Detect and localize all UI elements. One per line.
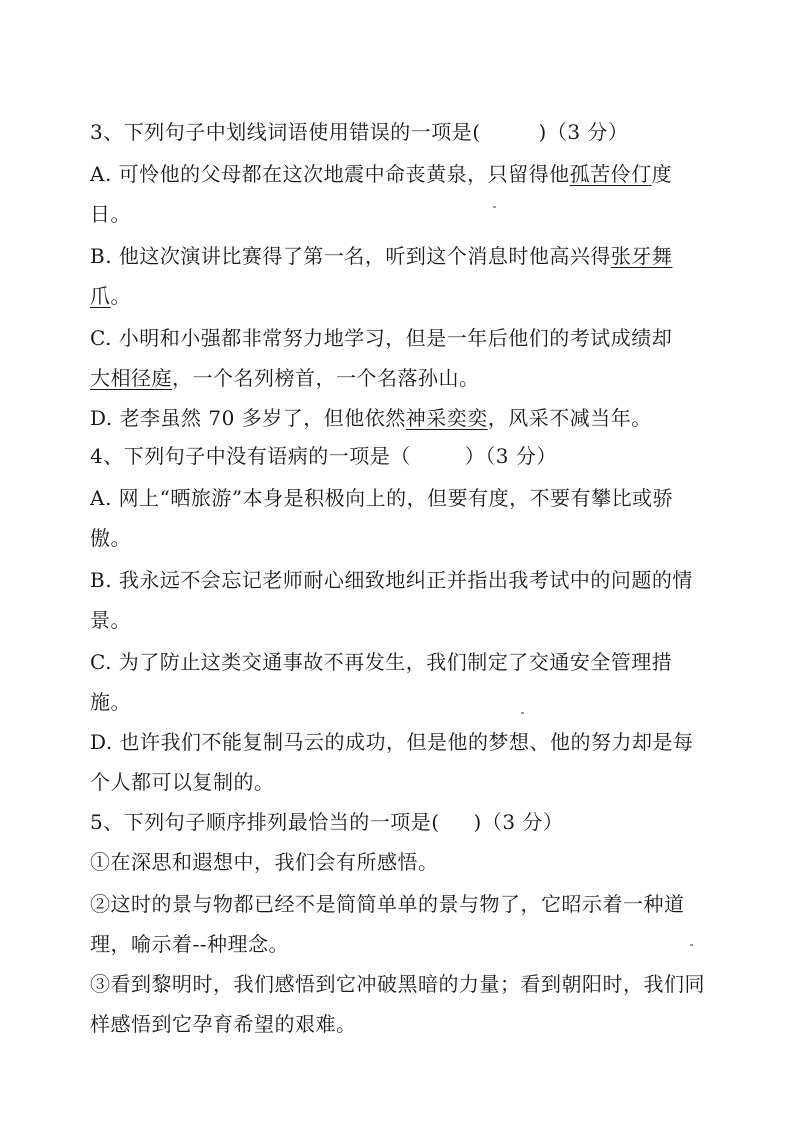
q5-stem bbox=[90, 808, 730, 836]
q5-sentence-1: ①在深思和遐想中，我们会有所感悟。 bbox=[90, 850, 439, 874]
q3-d-tail: ，风采不减当年。 bbox=[487, 406, 652, 430]
q5-sentence-2-line1: ②这时的景与物都已经不是简简单单的景与物了，它昭示着一种道 bbox=[90, 892, 685, 916]
q5-sentence-3-line2: 样感悟到它孕育希望的艰难。 bbox=[90, 1012, 357, 1036]
q3-option-c-line2 bbox=[90, 364, 730, 392]
q3-d-text: D. 老李虽然 70 多岁了，但他依然 bbox=[90, 406, 406, 430]
q3-option-a-line1 bbox=[90, 160, 730, 188]
q3-option-b-line1 bbox=[90, 242, 730, 270]
q4-score: ）（3 分） bbox=[464, 444, 557, 468]
q5-stem-text: 5、下列句子顺序排列最恰当的一项是( bbox=[90, 810, 440, 834]
q3-b-underlined-word: 张牙舞 bbox=[610, 244, 673, 268]
scan-speck bbox=[690, 944, 693, 946]
q3-b-text: B. 他这次演讲比赛得了第一名，听到这个消息时他高兴得 bbox=[90, 244, 611, 268]
q3-score: )（3 分） bbox=[538, 120, 629, 144]
q3-option-c-line1: C. 小明和小强都非常努力地学习，但是一年后他们的考试成绩却 bbox=[90, 326, 673, 350]
q3-a-underlined-word: 孤苦伶仃 bbox=[569, 162, 652, 186]
q4-option-c-line2: 施。 bbox=[90, 690, 131, 714]
q3-d-underlined-word: 神采奕奕 bbox=[405, 406, 488, 430]
q4-option-a-line1: A. 网上“晒旅游”本身是积极向上的，但要有度，不要有攀比或骄 bbox=[90, 486, 674, 510]
q4-option-a-line2: 傲。 bbox=[90, 526, 131, 550]
q3-stem bbox=[90, 118, 730, 146]
q3-b-underlined-tail: 爪 bbox=[90, 284, 111, 308]
scan-speck bbox=[493, 206, 496, 208]
q3-a-text: A. 可怜他的父母都在这次地震中命丧黄泉，只留得他 bbox=[90, 162, 570, 186]
q3-option-a-line2: 日。 bbox=[90, 202, 131, 226]
q3-a-tail: 度 bbox=[651, 162, 673, 186]
q4-option-b-line2: 景。 bbox=[90, 608, 131, 632]
q3-stem-text: 3、下列句子中划线词语使用错误的一项是( bbox=[90, 120, 481, 144]
q3-c-text: ，一个名列榜首，一个名落孙山。 bbox=[172, 366, 480, 390]
q3-b-period: 。 bbox=[110, 284, 131, 308]
q4-stem-text: 4、下列句子中没有语病的一项是（ bbox=[90, 444, 411, 468]
scan-speck bbox=[521, 712, 524, 714]
q4-option-d-line2: 个人都可以复制的。 bbox=[90, 770, 275, 794]
q3-option-d bbox=[90, 404, 730, 432]
q5-sentence-2-line2: 理，喻示着--种理念。 bbox=[90, 932, 290, 956]
q3-c-underlined-word: 大相径庭 bbox=[90, 366, 172, 390]
q4-option-d-line1: D. 也许我们不能复制马云的成功，但是他的梦想、他的努力却是每 bbox=[90, 730, 694, 754]
q5-sentence-3-line1: ③看到黎明时，我们感悟到它冲破黑暗的力量；看到朝阳时，我们同 bbox=[90, 972, 705, 996]
q5-score: )（3 分） bbox=[473, 810, 564, 834]
q4-option-c-line1: C. 为了防止这类交通事故不再发生，我们制定了交通安全管理措 bbox=[90, 650, 673, 674]
q4-stem bbox=[90, 442, 730, 470]
q4-option-b-line1: B. 我永远不会忘记老师耐心细致地纠正并指出我考试中的问题的情 bbox=[90, 568, 693, 592]
q3-option-b-line2 bbox=[90, 282, 730, 310]
